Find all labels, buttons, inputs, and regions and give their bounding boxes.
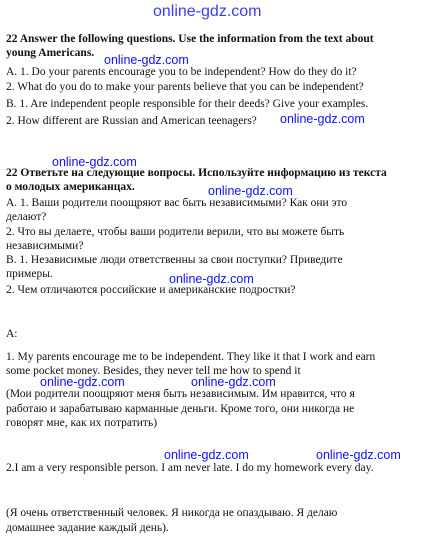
russian-question-a2-line-1: 2. Что вы делаете, чтобы ваши родители верили, что вы можете быть [6, 226, 345, 238]
watermark: online-gdz.com [208, 184, 293, 198]
russian-question-b2: 2. Чем отличаются российские и американские подростки? [6, 284, 296, 296]
answer-1-line-2: some pocket money. Besides, they never tell me how to spend it [6, 365, 301, 377]
russian-heading-line-1: 22 Ответьте на следующие вопросы. Используйте информацию из текста [6, 167, 387, 179]
answer-2: 2.I am a very responsible person. I am never late. I do my homework every day. [6, 462, 374, 474]
answer-2-ru-line-1: (Я очень ответственный человек. Я никогда не опаздываю. Я делаю [6, 507, 338, 519]
russian-question-b1-line-1: B. 1. Независимые люди ответственны за свои поступки? Приведите [6, 254, 343, 266]
english-question-b1: B. 1. Are independent people responsible for their deeds? Give your examples. [6, 98, 369, 110]
answer-2-ru-line-2: домашнее задание каждый день). [6, 522, 169, 534]
answer-1-line-1: 1. My parents encourage me to be independent. They like it that I work and earn [6, 351, 376, 363]
english-question-a2: 2. What do you do to make your parents believe that you can be independent? [6, 81, 364, 93]
answer-1-ru-line-3: говорят мне, как их потратить) [6, 417, 158, 429]
watermark: online-gdz.com [52, 155, 137, 169]
watermark: online-gdz.com [40, 375, 125, 389]
russian-question-a2-line-2: независимыми? [6, 240, 84, 252]
russian-heading-line-2: о молодых американцах. [6, 181, 135, 193]
watermark: online-gdz.com [164, 448, 249, 462]
watermark: online-gdz.com [169, 272, 254, 286]
watermark: online-gdz.com [316, 448, 401, 462]
english-heading-line-2: young Americans. [6, 47, 95, 59]
russian-question-a1-line-2: делают? [6, 211, 47, 223]
english-question-b2: 2. How different are Russian and American teenagers? [6, 115, 257, 127]
russian-question-b1-line-2: примеры. [6, 268, 53, 280]
english-heading-line-1: 22 Answer the following questions. Use the information from the text about [6, 33, 374, 45]
watermark: online-gdz.com [104, 53, 189, 67]
answers-label: A: [6, 328, 18, 340]
english-question-a1: A. 1. Do your parents encourage you to be independent? How do they do it? [6, 66, 357, 78]
answer-1-ru-line-1: (Мои родители поощряют меня быть независимым. Им нравится, что я [6, 388, 355, 400]
answer-1-ru-line-2: работаю и зарабатываю карманные деньги. Кроме того, они никогда не [6, 403, 355, 415]
watermark: online-gdz.com [191, 375, 276, 389]
russian-question-a1-line-1: A. 1. Ваши родители поощряют вас быть независимыми? Как они это [6, 197, 348, 209]
watermark-top: online-gdz.com [153, 3, 262, 20]
watermark: online-gdz.com [280, 112, 365, 126]
